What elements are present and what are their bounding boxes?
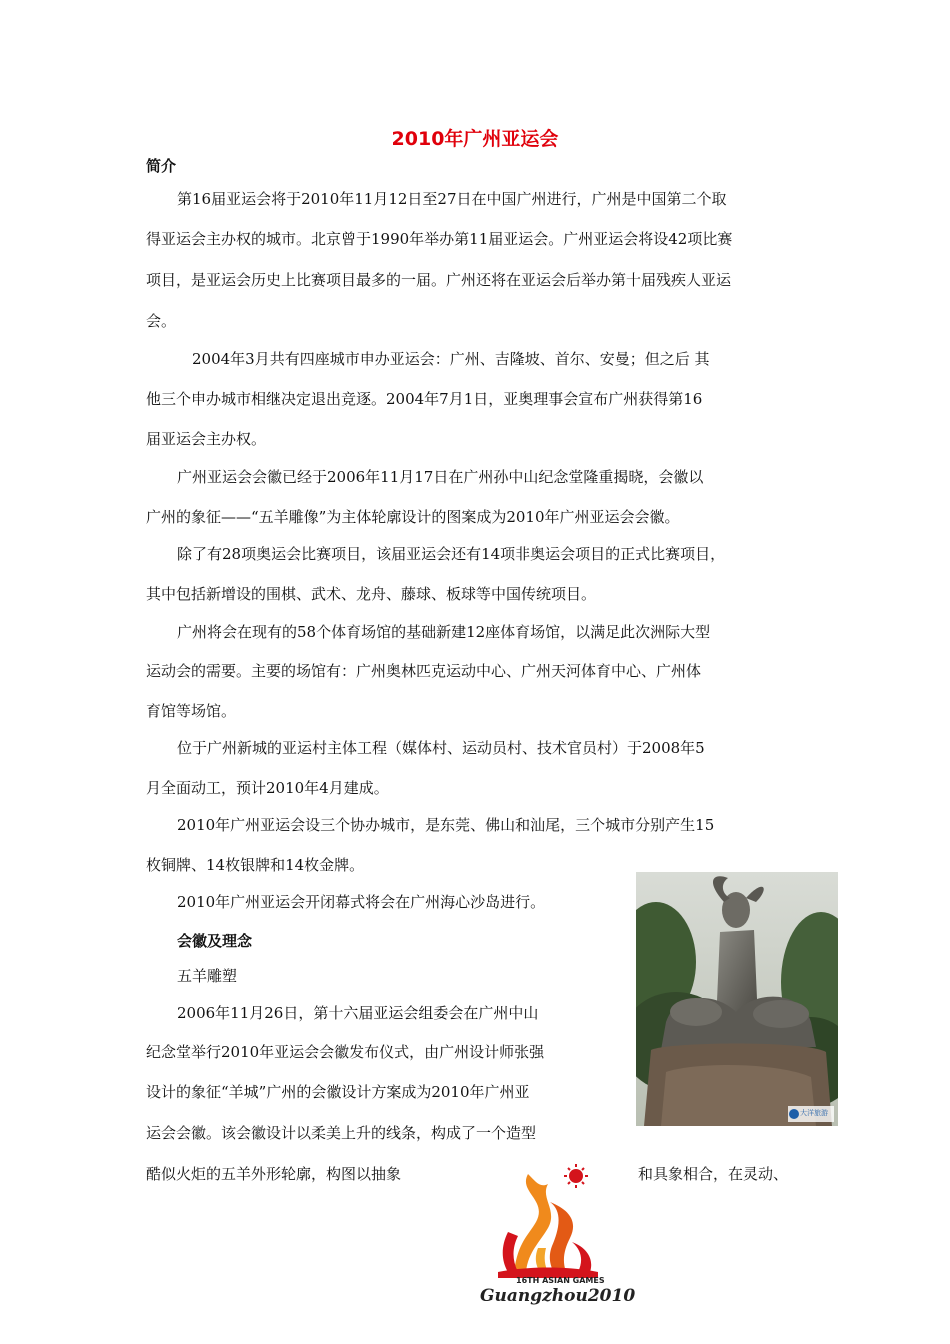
paragraph-line: 他三个申办城市相继决定退出竞逐。2004年7月1日，亚奥理事会宣布广州获得第16: [146, 390, 703, 408]
paragraph-line: 枚铜牌、14枚银牌和14枚金牌。: [146, 856, 365, 874]
paragraph-line: 届亚运会主办权。: [146, 430, 267, 448]
section-heading-intro: 简介: [146, 157, 177, 175]
paragraph-line: 酷似火炬的五羊外形轮廓，构图以抽象: [146, 1165, 402, 1183]
torch-emblem-icon: [478, 1162, 618, 1282]
paragraph-line: 除了有28项奥运会比赛项目，该届亚运会还有14项非奥运会项目的正式比赛项目，: [177, 545, 726, 563]
paragraph-line: 2010年广州亚运会设三个协办城市，是东莞、佛山和汕尾，三个城市分别产生15: [177, 816, 715, 834]
paragraph-line: 月全面动工，预计2010年4月建成。: [146, 779, 389, 797]
paragraph-line: 运会会徽。该会徽设计以柔美上升的线条，构成了一个造型: [146, 1124, 537, 1142]
paragraph-line: 纪念堂举行2010年亚运会会徽发布仪式，由广州设计师张强: [146, 1043, 545, 1061]
paragraph-line: 广州亚运会会徽已经于2006年11月17日在广州孙中山纪念堂隆重揭晓，会徽以: [177, 468, 704, 486]
photo-watermark: 大洋旅游: [800, 1109, 828, 1117]
paragraph-line: 育馆等场馆。: [146, 702, 237, 720]
paragraph-line: 设计的象征“羊城”广州的会徽设计方案成为2010年广州亚: [146, 1083, 530, 1101]
paragraph-line: 广州将会在现有的58个体育场馆的基础新建12座体育场馆，以满足此次洲际大型: [177, 623, 711, 641]
paragraph-line: 位于广州新城的亚运村主体工程（媒体村、运动员村、技术官员村）于2008年5: [177, 739, 705, 757]
paragraph-line: 2006年11月26日，第十六届亚运会组委会在广州中山: [177, 1004, 539, 1022]
guangzhou-2010-emblem: [478, 1162, 636, 1312]
five-rams-sculpture-photo: [636, 872, 838, 1126]
paragraph-line: 会。: [146, 312, 177, 330]
paragraph-line: 广州的象征——“五羊雕像”为主体轮廓设计的图案成为2010年广州亚运会会徽。: [146, 508, 680, 526]
paragraph-line: 项目，是亚运会历史上比赛项目最多的一届。广州还将在亚运会后举办第十届残疾人亚运: [146, 271, 732, 289]
paragraph-line: 运动会的需要。主要的场馆有：广州奥林匹克运动中心、广州天河体育中心、广州体: [146, 662, 702, 680]
document-title: 2010年广州亚运会: [391, 128, 559, 150]
paragraph-line: 2010年广州亚运会开闭幕式将会在广州海心沙岛进行。: [177, 893, 546, 911]
paragraph-line: 2004年3月共有四座城市申办亚运会：广州、吉隆坡、首尔、安曼；但之后 其: [192, 350, 710, 368]
section-heading-emblem: 会徽及理念: [177, 932, 253, 950]
emblem-caption-top: 16TH ASIAN GAMES: [516, 1276, 605, 1285]
paragraph-line-tail: 和具象相合，在灵动、: [638, 1165, 789, 1183]
subheading-five-rams: 五羊雕塑: [177, 967, 238, 985]
paragraph-line: 第16届亚运会将于2010年11月12日至27日在中国广州进行，广州是中国第二个取: [177, 190, 727, 208]
paragraph-line: 得亚运会主办权的城市。北京曾于1990年举办第11届亚运会。广州亚运会将设42项比赛: [146, 230, 733, 248]
emblem-caption-bottom: Guangzhou2010: [480, 1286, 636, 1306]
paragraph-line: 其中包括新增设的围棋、武术、龙舟、藤球、板球等中国传统项目。: [146, 585, 597, 603]
